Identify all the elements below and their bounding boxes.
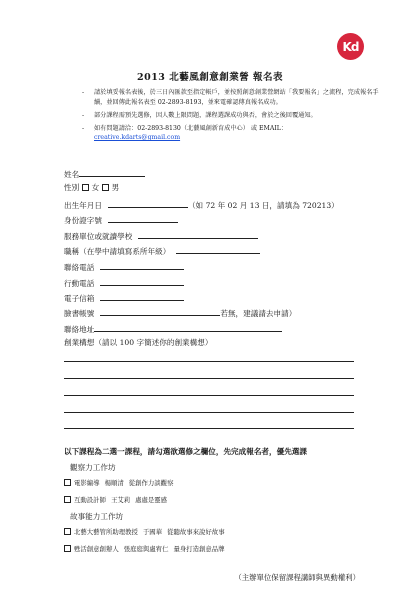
course-title: 電影編導 [74,479,100,487]
male-label: 男 [111,183,120,192]
female-label: 女 [91,183,100,192]
course-title: 甦活創意創辦人 [74,545,119,553]
male-checkbox[interactable] [102,184,109,191]
course-topic: 從聽故事來說好故事 [167,528,225,536]
org-label: 服務單位或就讀學校 [64,232,133,241]
footer-note: （主辦單位保留課程講師與異動權利） [234,573,360,582]
idea-line[interactable] [64,412,354,413]
idea-line[interactable] [64,361,354,362]
birth-hint: （如 72 年 02 月 13 日，請填為 720213） [187,201,339,210]
contact-email-link[interactable]: creative.kdarts@gmail.com [94,134,181,142]
course-topic: 量身打造創意品牌 [173,545,225,553]
id-label: 身份證字號 [64,216,102,225]
mobile-row [64,277,184,289]
mobile-label: 行動電話 [64,279,95,288]
email-label: 電子信箱 [64,294,95,303]
address-field[interactable] [94,323,282,332]
email-field[interactable] [100,292,184,301]
gender-label: 性別 [64,183,80,192]
course-checkbox[interactable] [64,479,71,486]
course-topic: 從創作力談觀察 [128,479,174,487]
birth-label: 出生年月日 [64,201,102,210]
course-title: 北藝大藝管所助理教授 [74,528,138,536]
note-item: - 請於填妥報名表後，於三日內匯款至指定帳戶，並按照創意創業營網站「我要報名」之流程，完成報名手續，並回傳此報名表至 02-2893-8193，並來電確認傳真報名成功。 [82,88,382,107]
gender-row [64,183,119,193]
id-field[interactable] [108,214,178,223]
phone-row [64,261,184,273]
kd-logo: Kd [337,33,364,60]
job-label: 職稱（在學中請填寫系所年級） [64,247,171,256]
email-row [64,292,184,304]
phone-field[interactable] [100,261,184,270]
mobile-field[interactable] [100,277,184,286]
id-row [64,214,178,226]
course-teacher: 楊順清 [104,479,124,487]
fb-label: 臉書帳號 [64,309,95,318]
course-checkbox[interactable] [64,545,71,552]
job-field[interactable] [176,245,260,254]
note-contact-text: 如有問題請洽：02-2893-8130（北藝風創新育成中心） 或 EMAIL： [94,124,288,132]
course-checkbox[interactable] [64,496,71,503]
idea-line[interactable] [64,428,354,429]
birth-field[interactable] [108,199,188,208]
fb-hint: 若無，建議請去申請） [220,309,297,318]
name-row [64,168,145,180]
course-option [64,527,225,536]
notes-list [82,88,382,146]
birth-row [64,199,339,211]
course-group-title: 故事能力工作坊 [70,512,124,521]
name-field[interactable] [79,168,145,177]
phone-label: 聯絡電話 [64,263,95,272]
course-teacher: 張庭庭與盧宥仁 [123,545,169,553]
course-option [64,478,173,487]
course-group-title: 觀察力工作坊 [70,463,116,472]
fb-row [64,307,296,319]
org-field[interactable] [138,230,258,239]
idea-label: 創業構想（請以 100 字簡述你的創業構想） [64,338,213,347]
fb-field[interactable] [100,307,220,316]
course-instruction: 以下課程為二選一課程，請勾選欲選修之欄位，先完成報名者，優先選課 [64,447,307,456]
idea-line[interactable] [64,378,354,379]
course-title: 互動設計師 [74,496,106,504]
name-label: 姓名 [64,170,80,179]
course-option [64,495,167,504]
note-item: - 部分課程需預先選修，因人數上限問題，課程選課成功與否，會於之後回覆通知。 [82,111,382,121]
org-row [64,230,258,242]
page-title: 2013 北藝風創意創業營 報名表 [136,72,284,83]
course-teacher: 王艾莉 [110,496,131,504]
address-label: 聯絡地址 [64,325,95,334]
course-checkbox[interactable] [64,528,71,535]
note-item [82,124,382,143]
address-row [64,323,282,335]
course-topic: 處處是靈感 [135,496,168,504]
idea-line[interactable] [64,395,354,396]
course-option [64,544,225,553]
female-checkbox[interactable] [82,184,89,191]
job-row [64,245,260,257]
course-teacher: 于國華 [142,528,163,536]
